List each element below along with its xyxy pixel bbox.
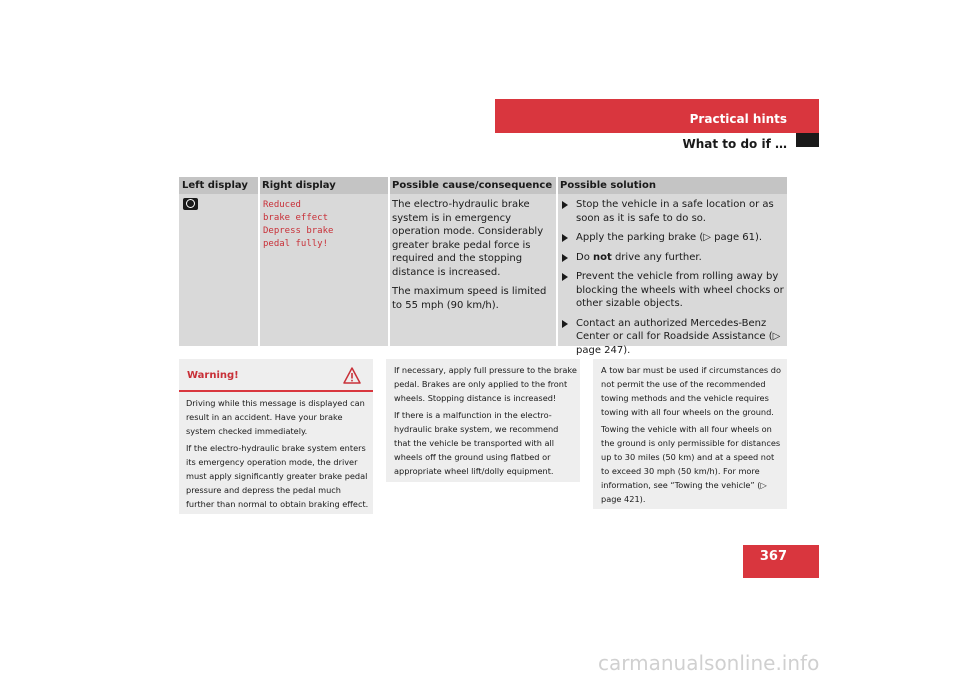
display-line: Reduced [263,200,301,210]
solution-step: Contact an authorized Mercedes-Benz Center or call for Roadside Assistance (▷ page 247). [561,317,785,358]
table-header [179,177,787,194]
column-header-left-display: Left display [182,180,248,191]
message-table [179,177,787,356]
note-text [601,363,784,509]
column-divider [258,177,260,346]
solution-step: Stop the vehicle in a safe location or as soon as it is safe to do so. [561,198,785,225]
possible-cause [392,198,552,318]
cause-paragraph: The electro-hydraulic brake system is in emergency operation mode. Considerably greater brake pedal force is required and the stopping distance is increased. [392,199,544,278]
column-header-right-display: Right display [262,180,336,191]
warning-box [179,359,373,514]
header-marker [796,133,819,147]
possible-solution [561,198,785,363]
solution-step: Apply the parking brake (▷ page 61). [561,231,785,245]
note-paragraph: A tow bar must be used if circumstances do not permit the use of the recommended towing methods and the vehicle requires towing with all four wheels on the ground. [601,365,781,417]
emphasis-not: not [593,251,612,263]
warning-title: Warning! [187,370,239,381]
warning-paragraph: Driving while this message is displayed can result in an accident. Have your brake system checked immediately. [186,398,365,436]
warning-paragraph: If the electro-hydraulic brake system enters its emergency operation mode, the driver must apply significantly greater brake pedal pressure and depress the pedal much further than normal to obtain braking effect. [186,443,369,509]
column-divider [388,177,390,346]
warning-triangle-icon [343,367,361,384]
column-header-solution: Possible solution [560,180,656,191]
cause-paragraph: The maximum speed is limited to 55 mph (90 km/h). [392,286,547,311]
display-line: Depress brake [263,226,334,236]
column-divider [556,177,558,346]
note-paragraph: Towing the vehicle with all four wheels on the ground is only permissible for distances up to 30 miles (50 km) and at a speed not to exceed 30 mph (50 km/h). For more information, see “Towing the vehicle” (▷ page 421). [601,424,781,504]
note-paragraph: If there is a malfunction in the electro-hydraulic brake system, we recommend that the vehicle be transported with all wheels off the ground using flatbed or appropriate wheel lift/dolly equipment. [394,410,559,476]
note-paragraph: If necessary, apply full pressure to the brake pedal. Brakes are only applied to the front wheels. Stopping distance is increased! [394,365,577,403]
solution-step: Do not drive any further. [561,251,785,265]
right-display-message [263,199,333,251]
note-box-towing [593,359,787,509]
solution-step: Prevent the vehicle from rolling away by blocking the wheels with wheel chocks or other sizable objects. [561,270,785,311]
warning-text [186,396,370,514]
section-subtitle: What to do if … [682,137,787,151]
watermark: carmanualsonline.info [598,651,820,675]
display-line: brake effect [263,213,329,223]
column-header-cause: Possible cause/consequence [392,180,553,191]
warning-divider [179,390,373,392]
brake-warning-icon [183,198,198,210]
section-title: Practical hints [689,112,787,126]
note-box-brake-pressure [386,359,580,482]
note-text [394,363,577,481]
display-line: pedal fully! [263,239,329,249]
page-number: 367 [759,549,787,564]
